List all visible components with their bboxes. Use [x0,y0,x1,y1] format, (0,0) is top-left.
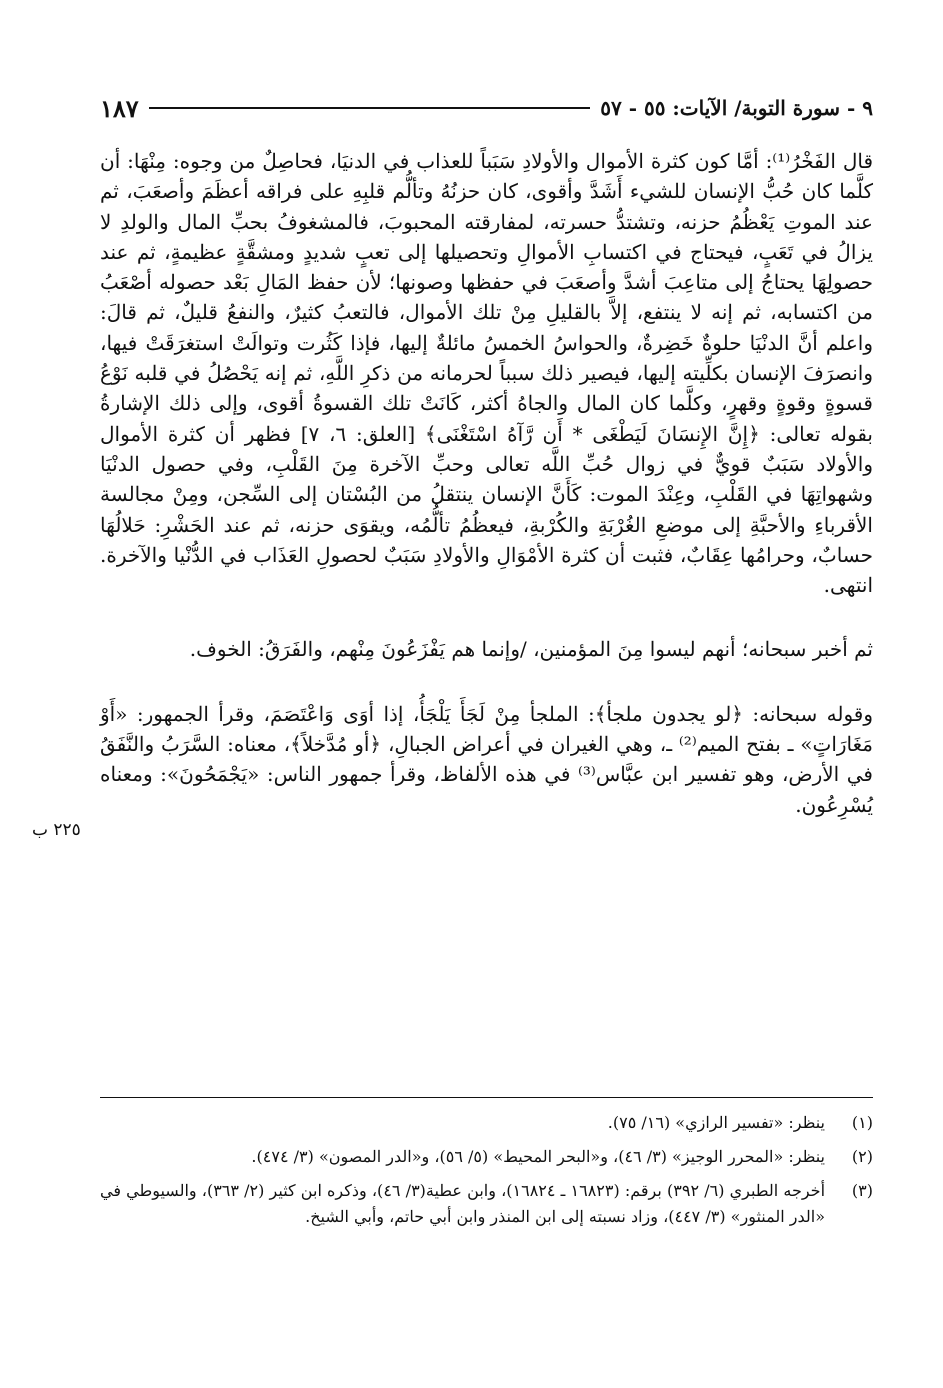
page-header [100,88,873,128]
footnote-item [100,1144,873,1170]
header-rule [149,107,591,109]
running-title: ٩ - سورة التوبة/ الآيات: ٥٥ - ٥٧ [600,96,873,120]
footnote-number: (١) [851,1113,873,1132]
footnote-text: ينظر: «المحرر الوجيز» (٣/ ٤٦)، و«البحر المحيط» (٥/ ٥٦)، و«الدر المصون» (٣/ ٤٧٤). [251,1147,825,1166]
footnote-number: (٣) [851,1181,873,1200]
paragraph-gap [100,665,873,699]
footnote-text: ينظر: «تفسير الرازي» (١٦/ ٧٥). [607,1113,825,1132]
paragraph-not-believers: ثم أخبر سبحانه؛ أنهم ليسوا مِنَ المؤمنين، /وإنما هم يَفْزَعُونَ مِنْهم، والفَرَقُ: الخوف. [189,637,873,662]
paragraph-gap [100,600,873,634]
footnote-separator [100,1097,873,1098]
footnote-text: أخرجه الطبري (٦/ ٣٩٢) برقم: (١٦٨٢٣ ـ ١٦٨٢٤)، وابن عطية(٣/ ٤٦)، وذكره ابن كثير (٢/ ٣٦٣)، والسيوطي في «الدر المنثور» (٣/ ٤٤٧)، وزاد نسبته إلى ابن المنذر وابن أبي حاتم، وأبي الشيخ. [100,1181,826,1226]
manuscript-folio-note: ٢٢٥ ب [32,820,81,840]
footnote-number: (٢) [851,1147,873,1166]
footnote-item [100,1110,873,1136]
footnotes [100,1110,873,1238]
page-number: ١٨٧ [100,93,139,123]
paragraph-refuge: وقوله سبحانه: ﴿لو يجدون ملجأ﴾: الملجأ مِنْ لَجَأَ يَلْجَأُ، إذا أوَى وَاعْتَصَمَ، وقرأ الجمهور: «أَوْ مَغَارَاتٍ» ـ بفتح الميم⁽²⁾ ـ، وهي الغيران في أعراض الجبالِ، ﴿أو مُدَّخلاً﴾، معناه: السَّرَبُ والنَّفَقُ في الأرض، وهو تفسير ابن عبَّاس⁽³⁾ في هذه الألفاظ، وقرأ جمهور الناس: «يَجْمَحُونَ»: ومعناه يُسْرِعُون. [100,701,873,817]
paragraph-fakhr-quote: قال الفَخْرُ⁽¹⁾: أمَّا كون كثرة الأموال والأولادِ سَبَباً للعذاب في الدنيَا، فحاصِلٌ من وجوه: مِنْهَا: أن كلَّما كان حُبُّ الإنسان للشيء أَشَدَّ وأقوى، كان حزنُهُ وتألُّم قلبِهِ على فراقه أعظَمَ وأصعَبَ، ثم عند الموتِ يَعْظُمُ حزنه، وتشتدُّ حسرته، لمفارقته المحبوبَ، فالمشغوفُ بحبِّ المال والولدِ لا يزالُ في تَعَبٍ، فيحتاج في اكتسابِ الأموالِ وتحصيلها إلى تعبٍ شديدٍ ومشقَّةٍ عظيمةٍ، ثم عند حصولِهَا يحتاجُ إلى متاعِبَ أشدَّ وأصعَبَ في حفظها وصونها؛ لأن حفظ المَالِ بَعْد حصوله أصْعَبُ من اكتسابه، ثم إنه لا ينتفع، إلاَّ بالقليلِ مِنْ تلك الأموال، فالتعبُ كثيرٌ، والنفعُ قليلٌ، ثم قالَ: واعلم أنَّ الدنْيَا حلوةٌ خَضِرةٌ، والحواسُ الخمسُ مائلةٌ إليها، فإذا كَثُرت وتوالَتْ استغرَقَتْ فيها، وانصرَفَ الإنسان بكلِّيته إليها، فيصير ذلك سبباً لحرمانه من ذكرِ اللَّهِ، ثم إنه يَحْصُلُ في قلبه نَوْعُ قسوةٍ وقوةٍ وقهرٍ، وكلَّما كان المال والجاهُ أكثر، كَانَتْ تلك القسوةُ أقوى، وإلى ذلك الإشارةُ بقوله تعالى: ﴿إِنَّ الإِنسَانَ لَيَطْغَى * أَن رَّآهُ اسْتَغْنَى﴾ [العلق: ٦، ٧] فظهر أن كثرة الأموال والأولاد سَبَبٌ قويٌّ في زوال حُبِّ اللَّه تعالى وحبِّ الآخرة مِنَ القَلْبِ، وفي حصول الدنْيَا وشهواتِهَا في القَلْبِ، وعِنْدَ الموت: كَأَنَّ الإنسان ينتقلُ من البُسْتان إلى السِّجن، ومِنْ مجالسة الأقرباءِ والأحبَّةِ إلى موضعِ الغُرْبَةِ والكُرْبةِ، فيعظُمُ تألُّمُه، ويقوَى حزنه، ثم عند الحَشْرِ: حَلالُهَا حسابٌ، وحرامُها عِقَابٌ، فثبت أن كثرة الأمْوَالِ والأولادِ سَبَبٌ لحصولِ العَذَاب في الدُّنْيا والآخرة. انتهى. [100,149,874,598]
footnote-item [100,1178,873,1230]
main-text [100,146,873,820]
